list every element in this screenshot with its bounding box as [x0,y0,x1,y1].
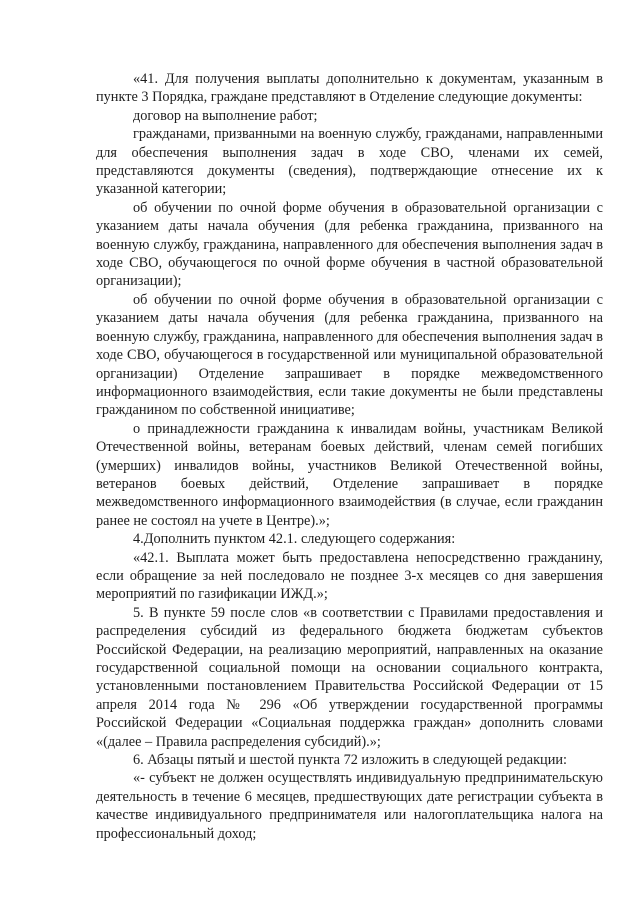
paragraph-item-42-1: «42.1. Выплата может быть предоставлена непосредственно гражданину, если обращение за ней последовало не позднее 3-х месяцев со дня завершения мероприятий по газификации ИЖД.»; [96,549,603,603]
paragraph-war-veterans: о принадлежности гражданина к инвалидам войны, участникам Великой Отечественной войны, ветеранам боевых действий, членам семей погибших (умерших) инвалидов войны, участников Великой Отечественной войны, ветеранов боевых действий, Отделение запрашивает в порядке межведомственного информационного взаимодействия (в случае, если гражданин ранее не состоял на учете в Центре).»; [96,420,603,529]
paragraph-item-5: 5. В пункте 59 после слов «в соответствии с Правилами предоставления и распределения субсидий из федерального бюджета бюджетам субъектов Российской Федерации, на реализацию мероприятий, направленных на оказание государственной социальной помощи на основании социального контракта, установленными постановлением Правительства Российской Федерации от 15 апреля 2014 года № 296 «Об утверждении государственной программы Российской Федерации «Социальная поддержка граждан» дополнить словами «(далее – Правила распределения субсидий).»; [96,604,603,750]
paragraph-item-6: 6. Абзацы пятый и шестой пункта 72 изложить в следующей редакции: [133,752,567,769]
paragraph-entrepreneur: «- субъект не должен осуществлять индивидуальную предпринимательскую деятельность в течение 6 месяцев, предшествующих дате регистрации субъекта в качестве индивидуального предпринимателя или налогоплательщика налога на профессиональный доход; [96,770,603,842]
paragraph-conscripts: гражданами, призванными на военную службу, гражданами, направленными для обеспечения выполнения задач в ходе СВО, членами их семей, представляются документы (сведения), подтверждающие отнесение их к указанной категории; [96,126,603,198]
paragraph-education-state: об обучении по очной форме обучения в образовательной организации с указанием даты начала обучения (для ребенка гражданина, призванного на военную службу, гражданина, направленного для обеспечения выполнения задач в ходе СВО, обучающегося в государственной или муниципальной образовательной организации) Отделение запрашивает в порядке межведомственного информационного взаимодействия, если такие документы не были представлены гражданином по собственной инициативе; [96,291,603,419]
paragraph-item-41: «41. Для получения выплаты дополнительно к документам, указанным в пункте 3 Порядка, граждане представляют в Отделение следующие документы: [96,71,603,106]
paragraph-contract: договор на выполнение работ; [133,107,318,124]
paragraph-item-4: 4.Дополнить пунктом 42.1. следующего содержания: [133,531,456,548]
paragraph-education-private: об обучении по очной форме обучения в образовательной организации с указанием даты начала обучения (для ребенка гражданина, призванного на военную службу, гражданина, направленного для обеспечения выполнения задач в ходе СВО, обучающегося по очной форме обучения в частной образовательной организации); [96,199,603,290]
